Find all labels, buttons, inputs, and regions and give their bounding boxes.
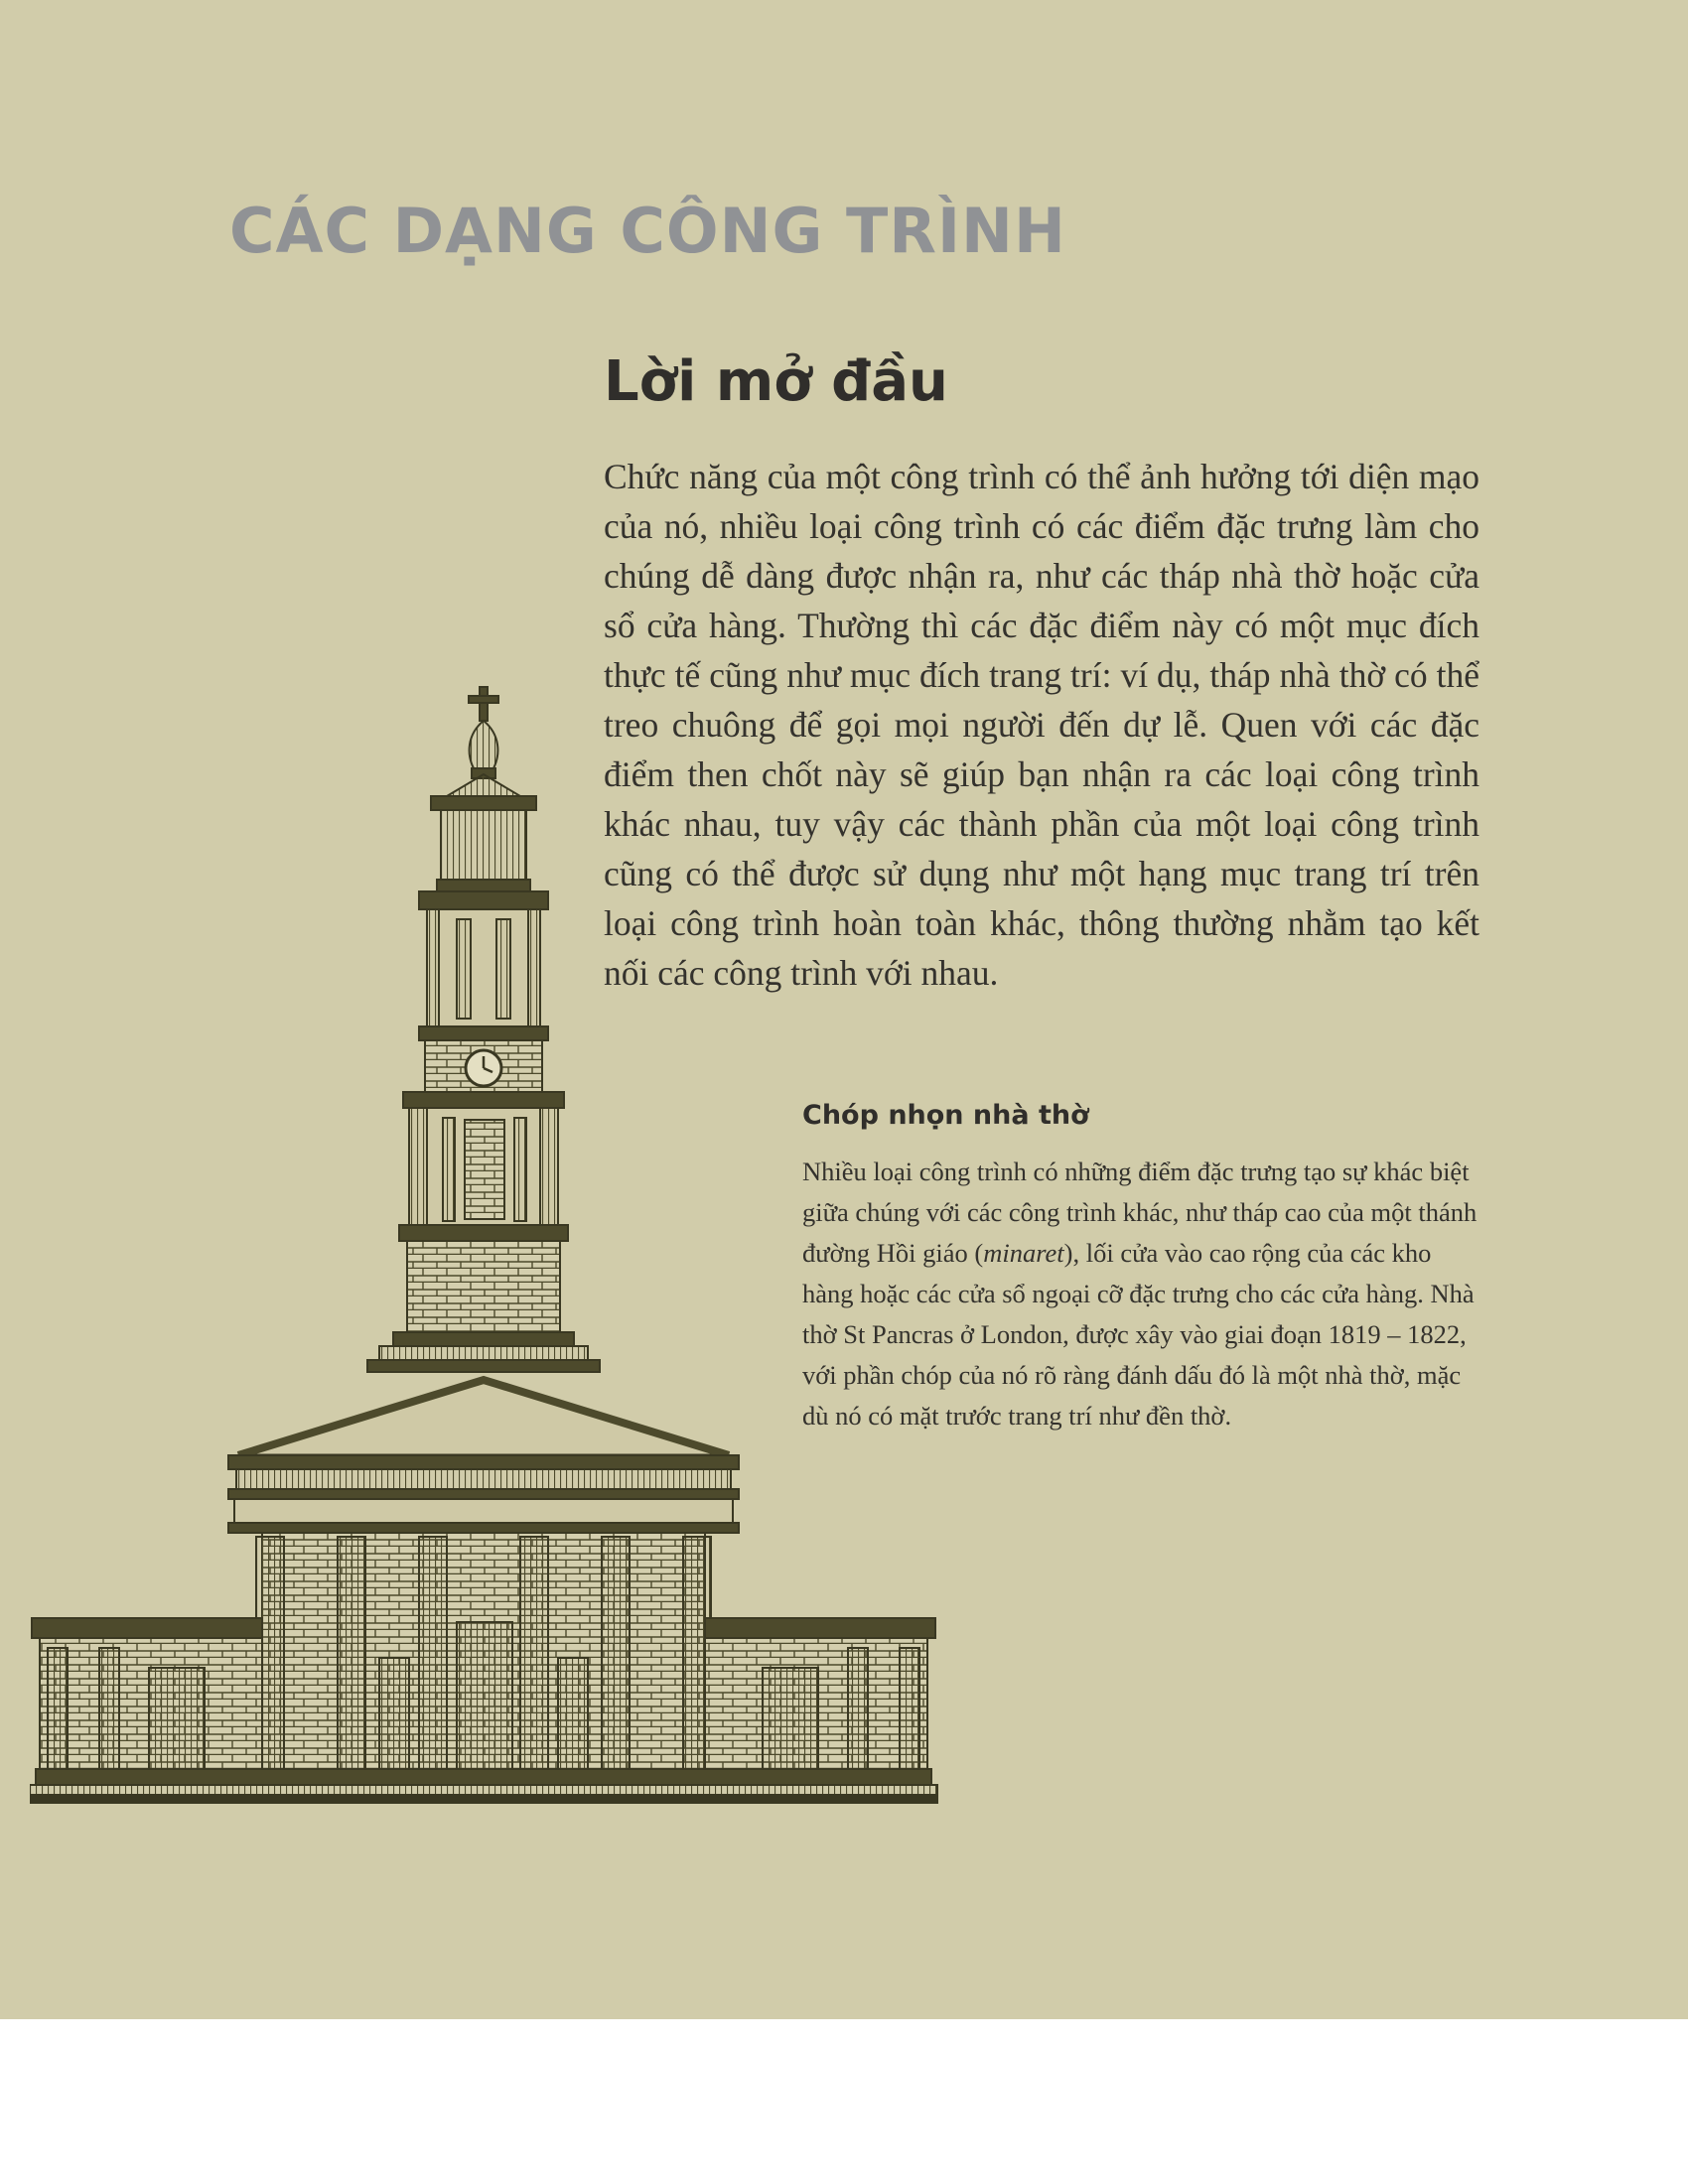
- steps-base-icon: [30, 1769, 937, 1803]
- lantern-cupola-icon: [431, 774, 536, 891]
- belfry-stage-icon: [399, 1108, 568, 1241]
- article-heading: Lời mở đầu: [604, 349, 948, 414]
- sidebar-body-part-2: ), lối cửa vào cao rộng của các kho hàng hoặc các cửa sổ ngoại cỡ đặc trưng cho các cửa hàng. Nhà thờ St Pancras ở London, được xây vào giai đoạn 1819 – 1822, với phần chóp của nó rõ ràng đánh dấu đó là một nhà thờ, mặc dù nó có mặt trước trang trí như đền thờ.: [802, 1238, 1475, 1431]
- section-title: CÁC DẠNG CÔNG TRÌNH: [229, 195, 1066, 267]
- sidebar-heading: Chóp nhọn nhà thờ: [802, 1100, 1089, 1131]
- intro-paragraph: Chức năng của một công trình có thể ảnh hưởng tới diện mạo của nó, nhiều loại công trình có các điểm đặc trưng làm cho chúng dễ dàng được nhận ra, như các tháp nhà thờ hoặc cửa sổ cửa hàng. Thường thì các đặc điểm này có một mục đích thực tế cũng như mục đích trang trí: ví dụ, tháp nhà thờ có thể treo chuông để gọi mọi người đến dự lễ. Quen với các đặc điểm then chốt này sẽ giúp bạn nhận ra các loại công trình khác nhau, tuy vậy các thành phần của một loại công trình cũng có thể được sử dụng như một hạng mục trang trí trên loại công trình hoàn toàn khác, thông thường nhằm tạo kết nối các công trình với nhau.: [604, 457, 1479, 993]
- portico-columns-icon: [256, 1533, 711, 1769]
- tower-base-icon: [367, 1241, 600, 1372]
- church-engraving-icon: [30, 685, 953, 1817]
- pediment-icon: [228, 1380, 739, 1533]
- clock-stage-icon: [403, 1040, 564, 1108]
- tower-upper-stage-icon: [419, 891, 548, 1040]
- cross-finial-icon: [469, 687, 498, 778]
- sidebar-body-term: minaret: [983, 1238, 1064, 1268]
- sidebar-body-part-1: Nhiều loại công trình có những điểm đặc trưng tạo sự khác biệt giữa chúng với các công trình khác, như tháp cao của một thánh đường Hồi giáo (: [802, 1157, 1477, 1268]
